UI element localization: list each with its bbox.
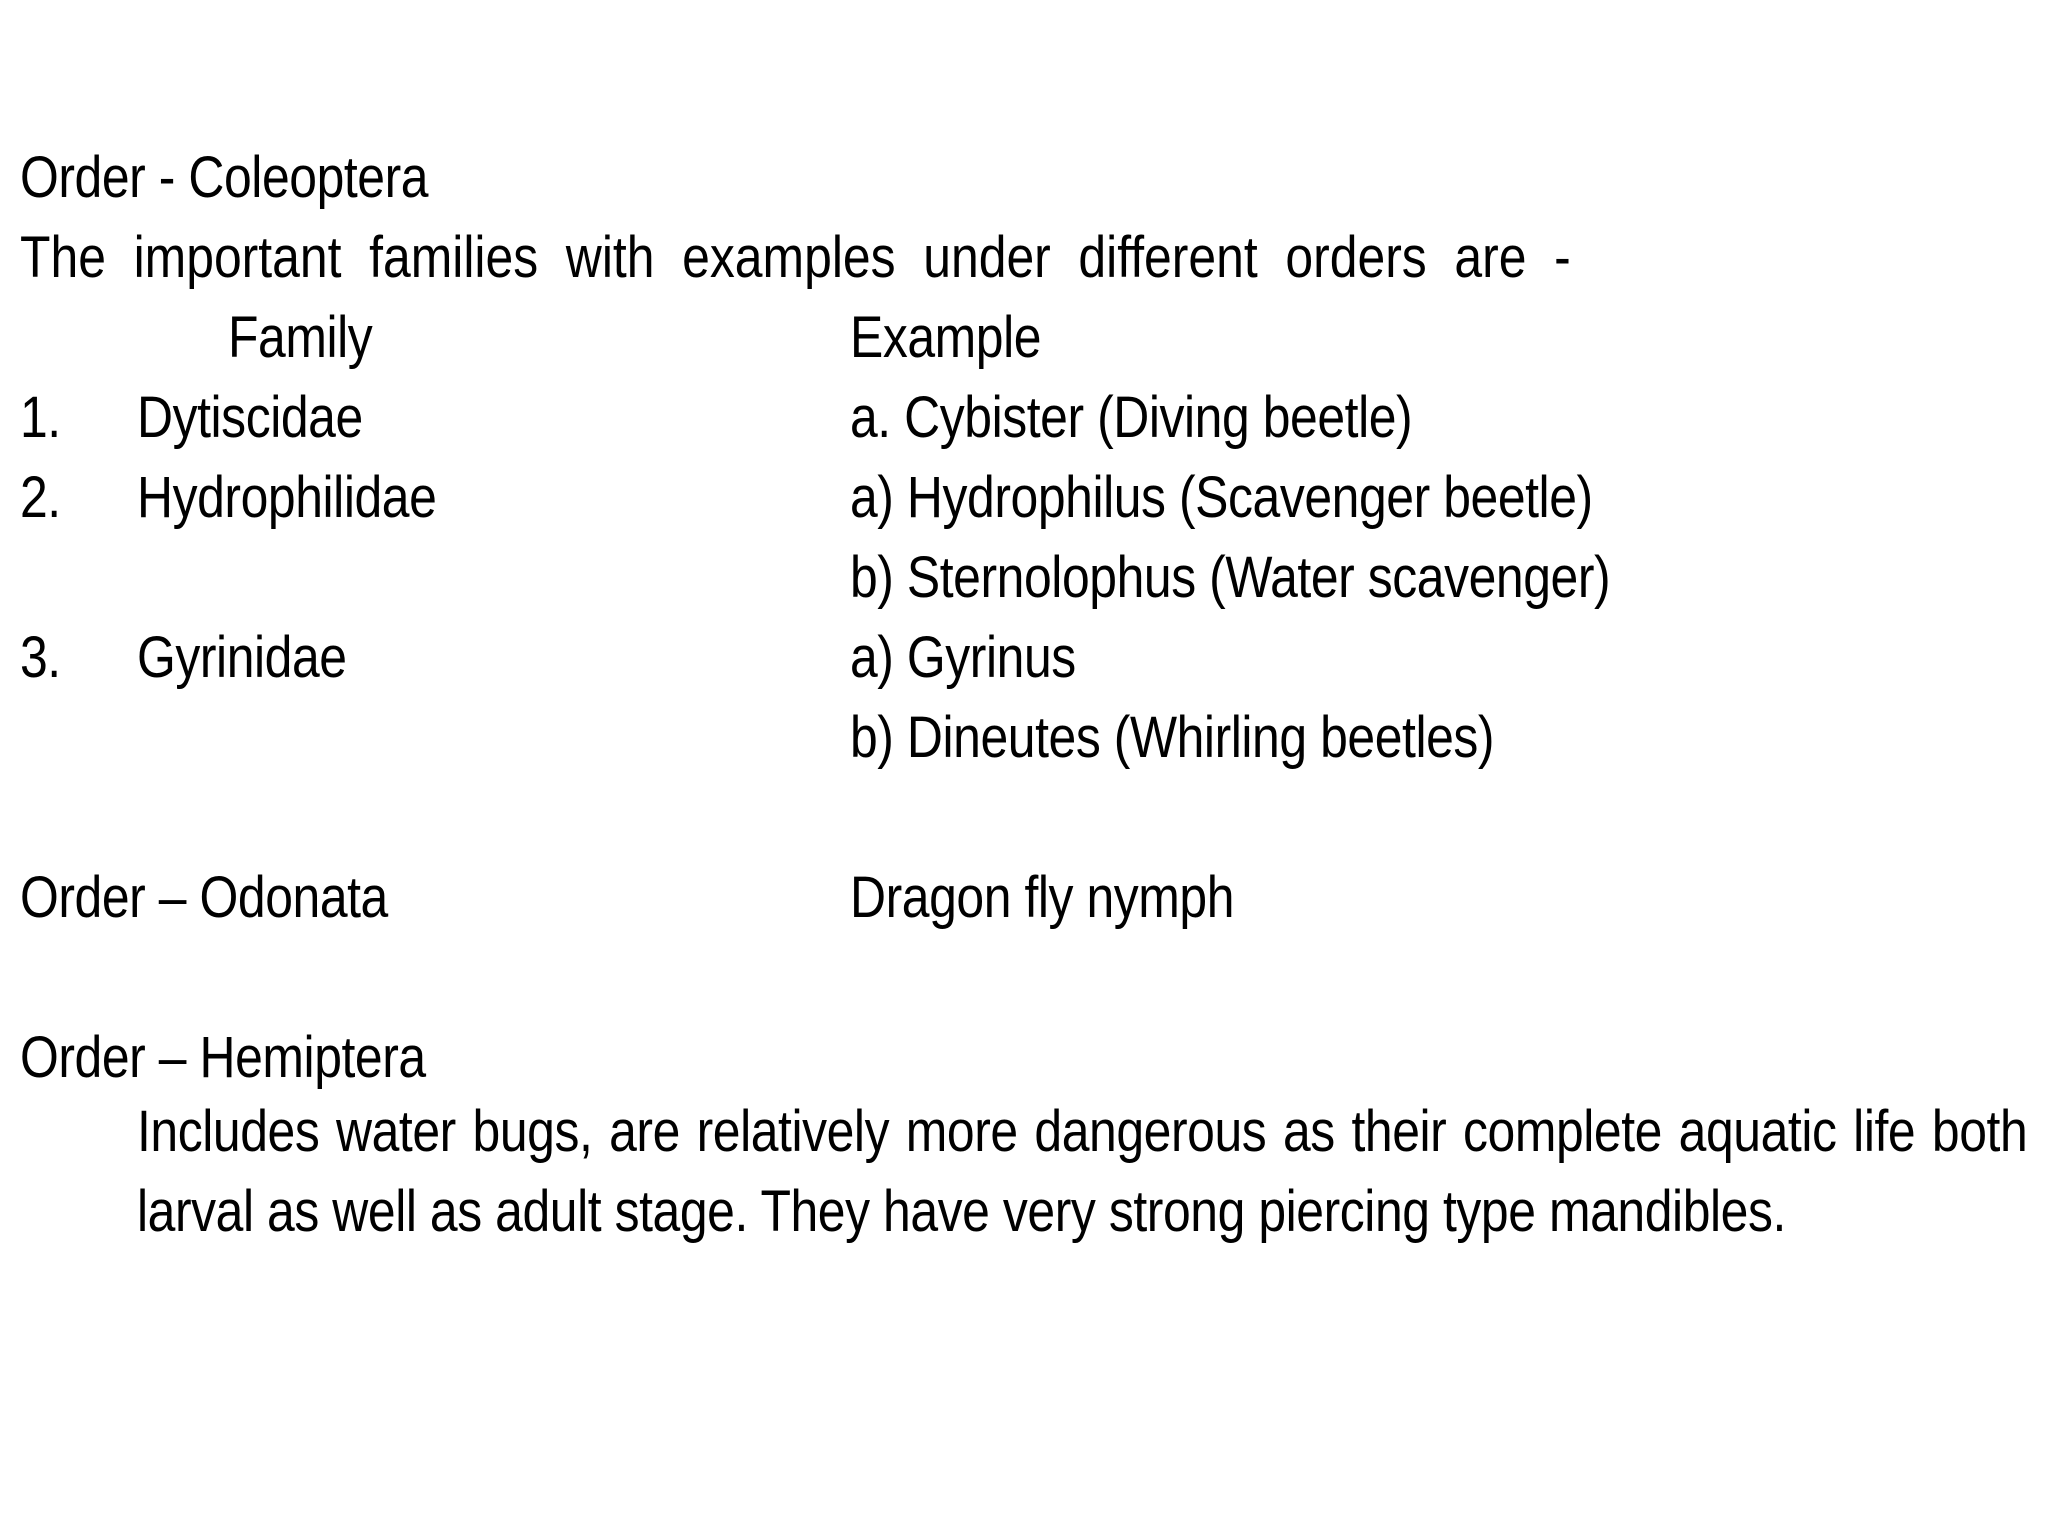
family-example: b) Sternolophus (Water scavenger) [850,545,1611,610]
coleoptera-heading: Order - Coleoptera [20,145,429,210]
row-number: 2. [20,465,61,530]
family-column-header: Family [228,305,373,370]
intro-text [20,218,1720,298]
odonata-heading: Order – Odonata [20,865,388,930]
hemiptera-description: Includes water bugs, are relatively more dangerous as their complete aquatic life both larval as well as adult stage. They have very strong piercing type mandibles. [137,1099,2028,1244]
family-example: a. Cybister (Diving beetle) [850,385,1413,450]
hemiptera-description-block [137,1092,2027,1252]
odonata-example: Dragon fly nymph [850,865,1235,930]
family-name: Gyrinidae [137,625,347,690]
row-number: 3. [20,625,61,690]
example-column-header: Example [850,305,1042,370]
family-name: Hydrophilidae [137,465,437,530]
hemiptera-heading: Order – Hemiptera [20,1025,426,1090]
family-example: b) Dineutes (Whirling beetles) [850,705,1495,770]
family-example: a) Gyrinus [850,625,1076,690]
family-example: a) Hydrophilus (Scavenger beetle) [850,465,1593,530]
intro-text-content: The important families with examples under different orders are - [20,225,1571,290]
family-name: Dytiscidae [137,385,363,450]
row-number: 1. [20,385,61,450]
